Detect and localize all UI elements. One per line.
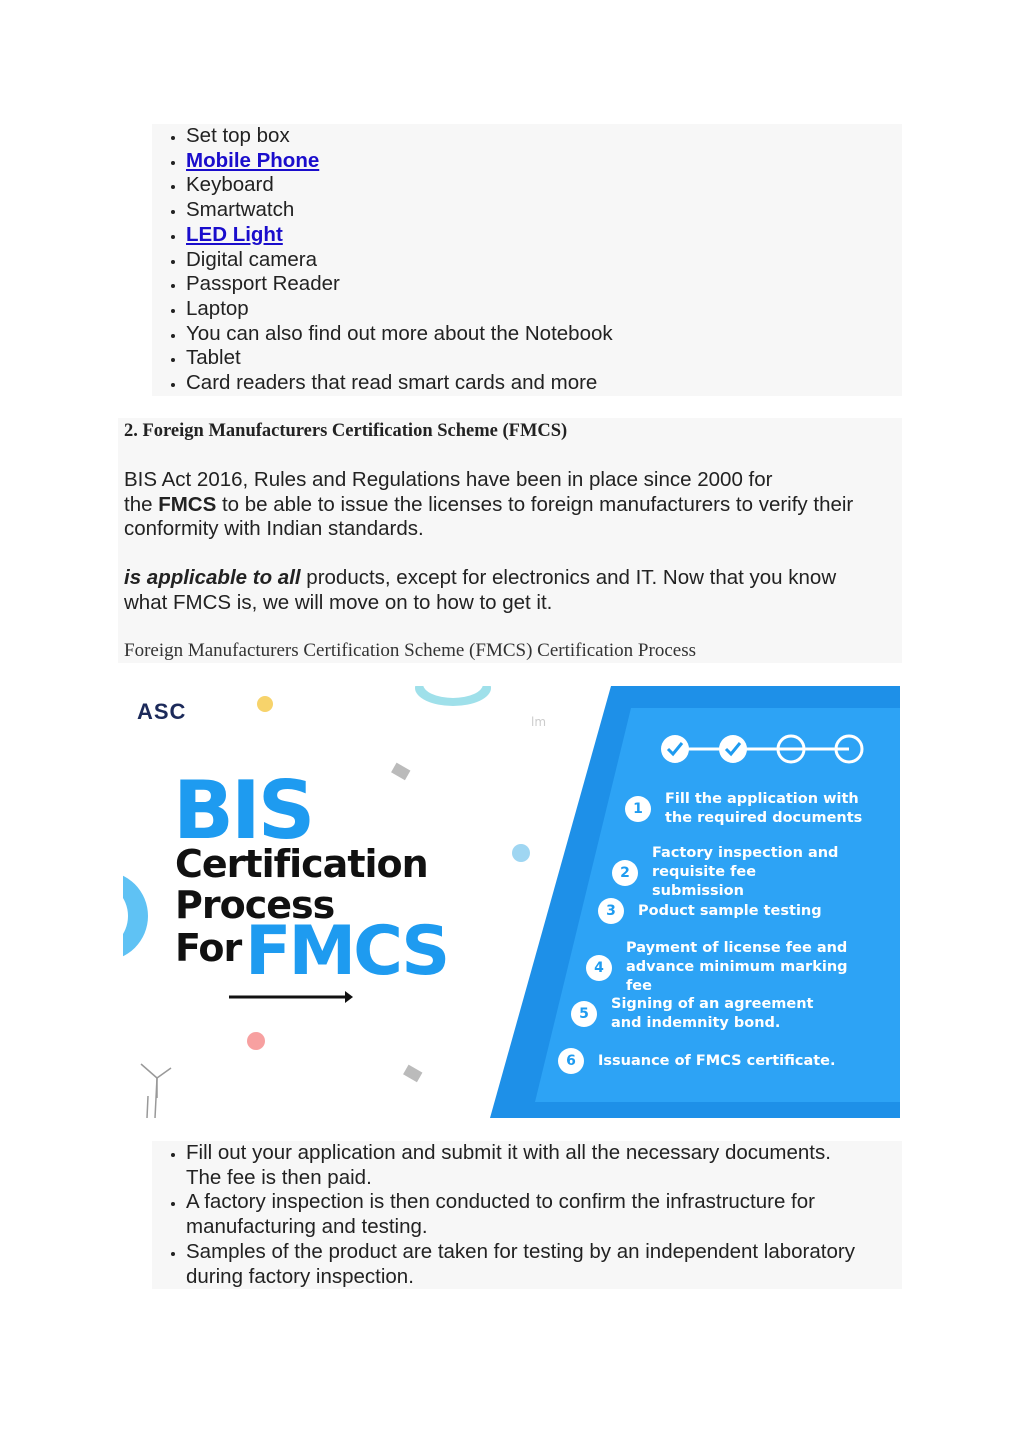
product-list-block: [152, 124, 902, 396]
fmcs-bold: FMCS: [158, 492, 217, 516]
intro-paragraph: BIS Act 2016, Rules and Regulations have been in place since 2000 for the FMCS to be able to issue the licenses to foreign manufacturers to verify their conformity with Indian standards.: [124, 468, 854, 541]
step-3: [598, 898, 858, 924]
bis-title: BIS: [173, 764, 313, 857]
mobile-phone-link[interactable]: Mobile Phone: [186, 148, 320, 172]
step-number: 1: [625, 796, 651, 822]
step-text: Payment of license fee and advance minimum marking fee: [626, 940, 848, 994]
list-item: • Passport Reader: [186, 272, 902, 297]
bis-certification-infographic: [123, 686, 900, 1118]
list-item: • Smartwatch: [186, 198, 902, 223]
list-item: • Set top box: [186, 124, 902, 149]
check-circle-icon: [719, 735, 747, 763]
step-text: Fill the application with the required documents: [665, 791, 863, 826]
step-number: 6: [558, 1048, 584, 1074]
list-item: [186, 223, 902, 248]
applicability-paragraph: is applicable to all products, except for electronics and IT. Now that you know what FMCS is, we will move on to how to get it.: [124, 566, 837, 614]
process-steps-list: [152, 1141, 902, 1289]
list-item: • You can also find out more about the Notebook: [186, 322, 902, 347]
process-steps-block: [152, 1141, 902, 1289]
title-fmcs: FMCS: [245, 912, 448, 991]
step-2: [612, 844, 852, 901]
decor-plus: [257, 696, 273, 712]
step-text: Issuance of FMCS certificate.: [598, 1052, 836, 1069]
step-number: 5: [571, 1001, 597, 1027]
led-light-link[interactable]: LED Light: [186, 222, 283, 246]
check-circle-icon: [661, 735, 689, 763]
step-6: [558, 1048, 838, 1074]
step-5: [571, 995, 831, 1033]
decor-plus: [247, 1032, 265, 1050]
product-list: [152, 124, 902, 396]
wind-turbine-icon: [141, 1064, 171, 1118]
list-item: • Keyboard: [186, 173, 902, 198]
list-item: • A factory inspection is then conducted to confirm the infrastructure for manufacturing and testing.: [186, 1190, 902, 1239]
list-item: • Card readers that read smart cards and more: [186, 371, 902, 396]
process-title: Foreign Manufacturers Certification Scheme (FMCS) Certification Process: [124, 640, 696, 661]
decor-card-icon: [403, 1065, 422, 1083]
step-number: 2: [612, 860, 638, 886]
list-item: • Fill out your application and submit it with all the necessary documents. The fee is then paid.: [186, 1141, 902, 1190]
decor-card-icon: [391, 763, 410, 781]
fmcs-section: [118, 418, 902, 663]
step-text: Factory inspection and requisite fee submission: [652, 845, 839, 899]
step-text: Poduct sample testing: [638, 902, 822, 919]
step-1: [625, 790, 865, 828]
list-item: • Laptop: [186, 297, 902, 322]
list-item: • Tablet: [186, 346, 902, 371]
asc-logo: ASC: [137, 699, 187, 724]
step-number: 4: [586, 955, 612, 981]
step-number: 3: [598, 898, 624, 924]
step-4: [586, 939, 866, 996]
list-item: • Samples of the product are taken for testing by an independent laboratory during factory inspection.: [186, 1240, 902, 1289]
decor-dot: [512, 844, 530, 862]
list-item: • Digital camera: [186, 248, 902, 273]
title-for: For: [175, 926, 242, 970]
section-heading: 2. Foreign Manufacturers Certification Scheme (FMCS): [124, 421, 568, 441]
step-text: Signing of an agreement and indemnity bond.: [611, 996, 814, 1031]
decor-doodle: lm: [531, 715, 547, 729]
list-item: [186, 149, 902, 174]
applicable-emphasis: is applicable to all: [124, 566, 301, 589]
title-certification-process: Certification Process: [175, 842, 428, 927]
